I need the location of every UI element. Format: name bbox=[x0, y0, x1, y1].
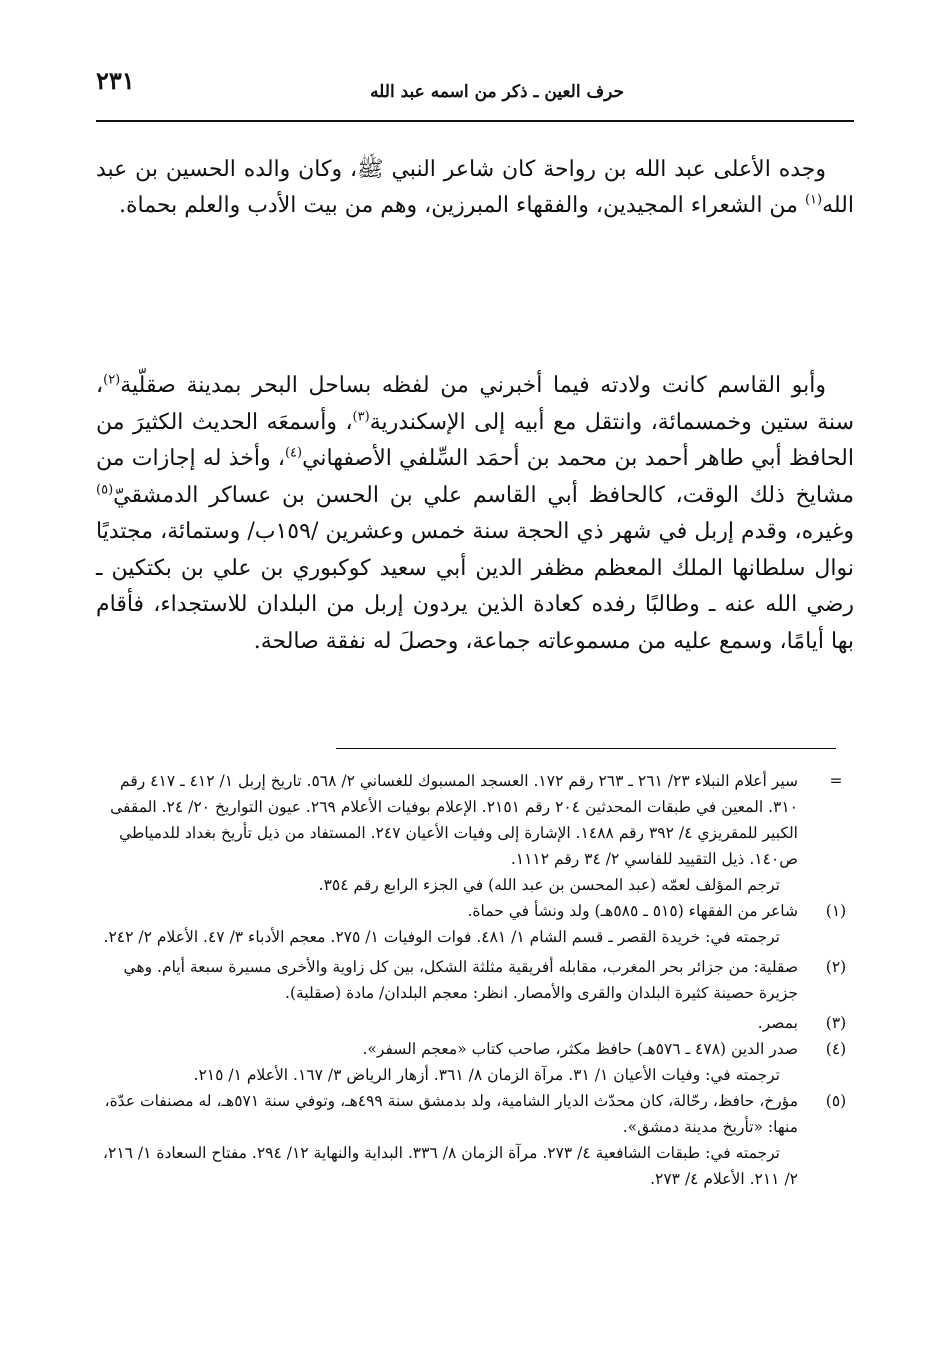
footnote-sources: ترجمته في: خريدة القصر ـ قسم الشام ١/ ٤٨١. فوات الوفيات ١/ ٢٧٥. معجم الأدباء ٣/ ٤٧. الأعلام ٢/ ٢٤٢. bbox=[103, 928, 780, 946]
footnote-number: (١) bbox=[825, 902, 847, 920]
footnote-3 bbox=[96, 1010, 854, 1036]
footnotes bbox=[96, 768, 854, 1192]
footnote-number: (٤) bbox=[825, 1040, 847, 1058]
para2-seg3: ، وأسمعَه الحديث الكثيرَ من الحافظ أبي طاهر أحمد بن محمد بن أحمَد السِّلفي الأصفهاني bbox=[96, 409, 854, 471]
footnote-2 bbox=[96, 954, 854, 1006]
footnote-number: (٥) bbox=[825, 1092, 847, 1110]
body-paragraph-1 bbox=[96, 152, 854, 224]
footnote-marker: = bbox=[829, 772, 843, 790]
footnote-5 bbox=[96, 1088, 854, 1192]
footnote-ref-1[interactable]: (١) bbox=[804, 192, 823, 208]
para1-text-after: من الشعراء المجيدين، والفقهاء المبرزين، وهم من بيت الأدب والعلم بحماة. bbox=[118, 193, 805, 218]
page-number: ٢٣١ bbox=[96, 66, 135, 95]
footnote-number: (٢) bbox=[825, 958, 847, 976]
footnote-sources: ترجمته في: وفيات الأعيان ١/ ٣١. مرآة الزمان ٨/ ٣٦١. أزهار الرياض ٣/ ١٦٧. الأعلام ١/ ٢١٥. bbox=[193, 1066, 780, 1084]
para2-seg2: ، سنة ستين وخمسمائة، وانتقل مع أبيه إلى الإسكندرية bbox=[96, 373, 854, 435]
body-paragraph-2 bbox=[96, 368, 854, 660]
header-rule bbox=[96, 120, 854, 122]
para1-text: وجده الأعلى عبد الله بن رواحة كان شاعر النبي ﷺ، وكان والده الحسين بن عبد الله bbox=[96, 157, 854, 218]
footnote-text: صدر الدين (٤٧٨ ـ ٥٧٦هـ) حافظ مكثر، صاحب كتاب «معجم السفر». bbox=[362, 1040, 798, 1058]
para2-seg1: وأبو القاسم كانت ولادته فيما أخبرني من لفظه بساحل البحر بمدينة صقلّية bbox=[120, 373, 826, 398]
footnote-number: (٣) bbox=[825, 1014, 847, 1032]
running-title: حرف العين ـ ذكر من اسمه عبد الله bbox=[370, 82, 624, 102]
footnote-ref-3[interactable]: (٣) bbox=[352, 409, 370, 425]
para2-seg4: ، وأخذ له إجازات من مشايخ ذلك الوقت، كالحافظ أبي القاسم علي بن الحسن بن عساكر الدمشقيّ bbox=[96, 446, 854, 508]
footnote-text: بمصر. bbox=[757, 1014, 798, 1032]
footnote-ref-2[interactable]: (٢) bbox=[103, 372, 121, 388]
footnote-continued bbox=[96, 768, 854, 898]
footnote-4 bbox=[96, 1036, 854, 1088]
footnote-sources: ترجمته في: طبقات الشافعية ٤/ ٢٧٣. مرآة الزمان ٨/ ٣٣٦. البداية والنهاية ١٢/ ٢٩٤. مفتاح السعادة ١/ ٢١٦، ٢/ ٢١١. الأعلام ٤/ ٢٧٣. bbox=[103, 1144, 798, 1188]
footnote-1 bbox=[96, 898, 854, 950]
footnote-text: مؤرخ، حافظ، رحّالة، كان محدّث الديار الشامية، ولد بدمشق سنة ٤٩٩هـ، وتوفي سنة ٥٧١هـ، له مصنفات عدّة، منها: «تأريخ مدينة دمشق». bbox=[104, 1092, 798, 1136]
footnote-continued-text-2: ترجم المؤلف لعمّه (عبد المحسن بن عبد الله) في الجزء الرابع رقم ٣٥٤. bbox=[318, 876, 780, 894]
footnote-ref-4[interactable]: (٤) bbox=[284, 445, 303, 461]
para2-seg5: وغيره، وقدم إربل في شهر ذي الحجة سنة خمس وعشرين /١٥٩ب/ وستمائة، مجتديًا نوال سلطانها الملك المعظم مظفر الدين أبي سعيد كوكبوري بن علي بن بكتكين ـ رضي الله عنه ـ وطالبًا رفده كعادة الذين يردون إربل من البلدان للاستجداء، فأقام بها أيامًا، وسمع عليه من مسموعاته جماعة، وحصلَ له نفقة صالحة. bbox=[96, 519, 855, 654]
footnote-continued-text: سير أعلام النبلاء ٢٣/ ٢٦١ ـ ٢٦٣ رقم ١٧٢. العسجد المسبوك للغساني ٢/ ٥٦٨. تاريخ إربل ١/ ٤١٢ ـ ٤١٧ رقم ٣١٠. المعين في طبقات المحدثين ٢٠٤ رقم ٢١٥١. الإعلام بوفيات الأعلام ٢٦٩. عيون التواريخ ٢٠/ ٢٤. المقفى الكبير للمقريزي ٤/ ٣٩٢ رقم ١٤٨٨. الإشارة إلى وفيات الأعيان ٢٤٧. المستفاد من ذيل تأريخ بغداد للدمياطي ص١٤٠. ذيل التقييد للفاسي ٢/ ٣٤ رقم ١١١٢. bbox=[110, 772, 798, 868]
footnote-text: شاعر من الفقهاء (٥١٥ ـ ٥٨٥هـ) ولد ونشأ في حماة. bbox=[467, 902, 798, 920]
page-header bbox=[96, 60, 854, 108]
footnote-ref-5[interactable]: (٥) bbox=[96, 482, 114, 498]
footnote-rule bbox=[336, 748, 836, 749]
footnote-text: صقلية: من جزائر بحر المغرب، مقابله أفريقية مثلثة الشكل، بين كل زاوية والأخرى مسيرة سبعة أيام. وهي جزيرة حصينة كثيرة البلدان والقرى والأمصار. انظر: معجم البلدان/ مادة (صقلية). bbox=[123, 958, 798, 1002]
